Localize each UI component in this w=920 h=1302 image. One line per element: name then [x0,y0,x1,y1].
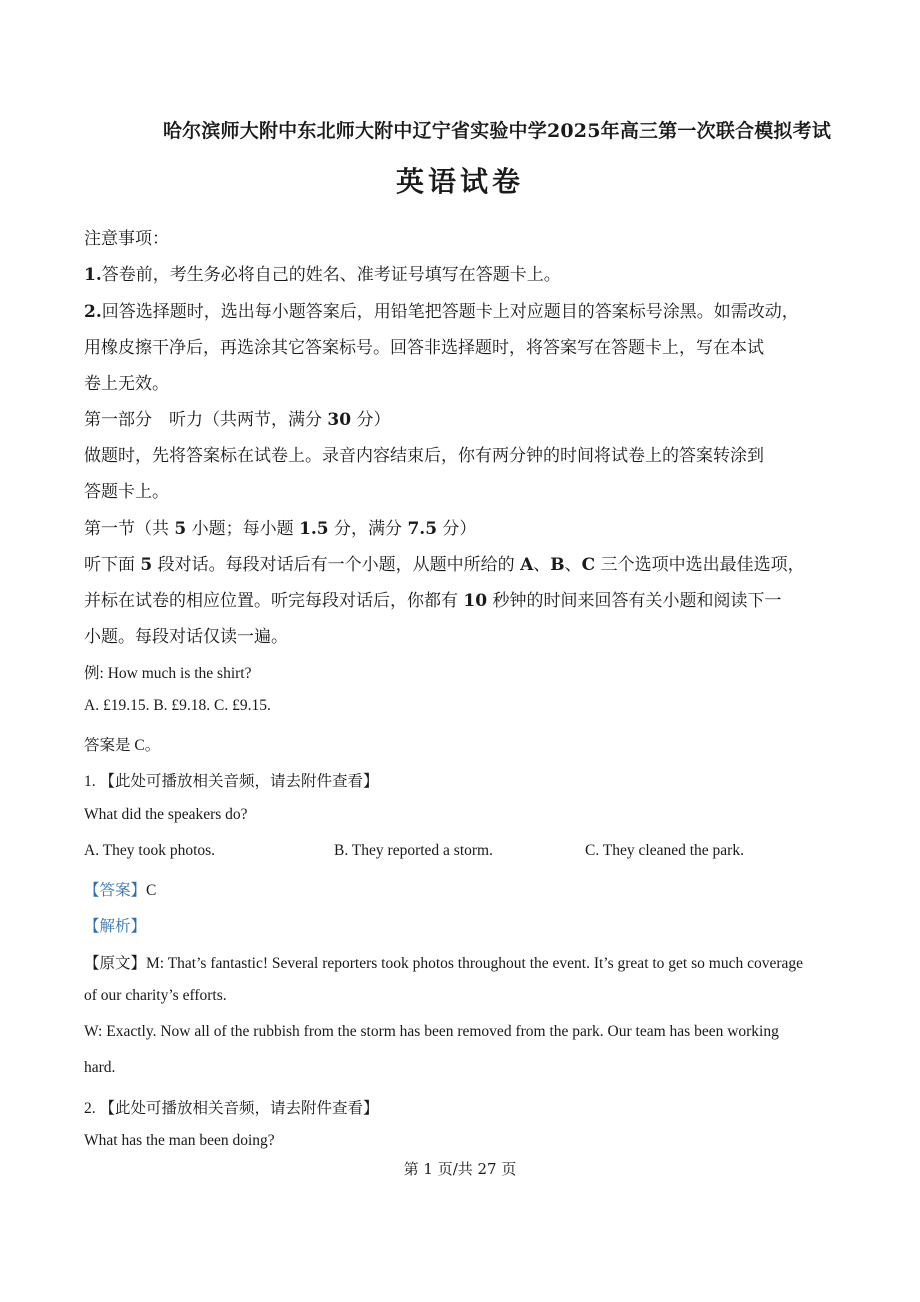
section1-heading [84,514,476,539]
q1-option-b: B. They reported a storm. [334,842,493,859]
q1-audio-label: 1. 【此处可播放相关音频，请去附件查看】 [84,773,379,790]
q2-question: What has the man been doing? [84,1132,275,1149]
part1-score: 30 [327,410,352,430]
answer-value: C [146,882,157,899]
section1-heading-b: 小题；每小题 [186,519,300,539]
subject-title: 英语试卷 [395,165,524,198]
q1-transcript-m [84,951,803,973]
q1-transcript-w: W: Exactly. Now all of the rubbish from the storm has been removed from the park. Our team has been working [84,1023,779,1040]
example-answer: 答案是 C。 [84,737,161,754]
section1-heading-c: 分，满分 [328,519,408,539]
section1-instructions-line-3: 小题。每段对话仅读一遍。 [84,627,288,647]
section1-heading-a: 第一节（共 [84,519,175,539]
section1-heading-d: 分） [437,519,477,539]
q1-transcript-m-cont: of our charity’s efforts. [84,987,227,1004]
example-prefix: 例: [84,665,108,682]
notes-heading: 注意事项： [84,229,169,249]
note-1-number: 1. [84,265,102,285]
part1-heading [84,405,390,430]
note-2-line-3: 卷上无效。 [84,374,169,394]
section1-each-score: 1.5 [299,519,329,539]
example-question-text: How much is the shirt? [107,665,252,682]
note-2-line-2: 用橡皮擦干净后，再选涂其它答案标号。回答非选择题时，将答案写在答题卡上，写在本试 [84,338,764,358]
part1-heading-end: 分） [351,410,391,430]
q2-audio-label: 2. 【此处可播放相关音频，请去附件查看】 [84,1100,379,1117]
q1-option-c: C. They cleaned the park. [585,842,744,859]
section1-instructions-line-2 [84,586,781,611]
transcript-m-text: M: That’s fantastic! Several reporters took photos throughout the event. It’s great to get so much coverage [146,955,804,972]
example-options: A. £19.15. B. £9.18. C. £9.15. [84,697,271,714]
instr-dialog-count: 5 [140,555,153,575]
part1-intro-line-1: 做题时，先将答案标在试卷上。录音内容结束后，你有两分钟的时间将试卷上的答案转涂到 [84,446,764,466]
instr-a: 听下面 [84,555,141,575]
note-2-line-1 [84,297,799,322]
exam-title: 哈尔滨师大附中东北师大附中辽宁省实验中学2025年高三第一次联合模拟考试 [162,120,832,142]
note-1 [84,260,561,285]
page-footer: 第 1 页/共 27 页 [403,1160,517,1178]
instr-sep-1: 、 [533,555,551,575]
q1-option-a: A. They took photos. [84,842,216,859]
instr-option-c: C [581,555,596,575]
instr-c: 三个选项中选出最佳选项， [595,555,805,575]
answer-tag: 【答案】 [84,882,147,899]
instr-seconds: 10 [463,591,488,611]
instr-e: 秒钟的时间来回答有关小题和阅读下一 [487,591,782,611]
note-2-number: 2. [84,302,102,322]
section1-instructions-line-1 [84,550,805,575]
instr-b: 段对话。每段对话后有一个小题，从题中所给的 [152,555,521,575]
instr-d: 并标在试卷的相应位置。听完每段对话后，你都有 [84,591,464,611]
instr-option-b: B [550,555,565,575]
note-1-text: 答卷前，考生务必将自己的姓名、准考证号填写在答题卡上。 [101,265,561,285]
part1-heading-text: 第一部分 听力（共两节，满分 [84,410,328,430]
instr-sep-2: 、 [564,555,582,575]
q1-analysis-tag: 【解析】 [84,918,147,935]
note-2-text: 回答选择题时，选出每小题答案后，用铅笔把答题卡上对应题目的答案标号涂黑。如需改动， [101,302,799,322]
instr-option-a: A [520,555,534,575]
q1-transcript-w-cont: hard. [84,1059,116,1076]
q1-question: What did the speakers do? [84,806,248,823]
q1-answer [84,878,156,900]
transcript-tag: 【原文】 [84,955,147,972]
part1-intro-line-2: 答题卡上。 [84,482,169,502]
example-question [84,661,251,683]
section1-total-score: 7.5 [407,519,438,539]
section1-count: 5 [174,519,187,539]
